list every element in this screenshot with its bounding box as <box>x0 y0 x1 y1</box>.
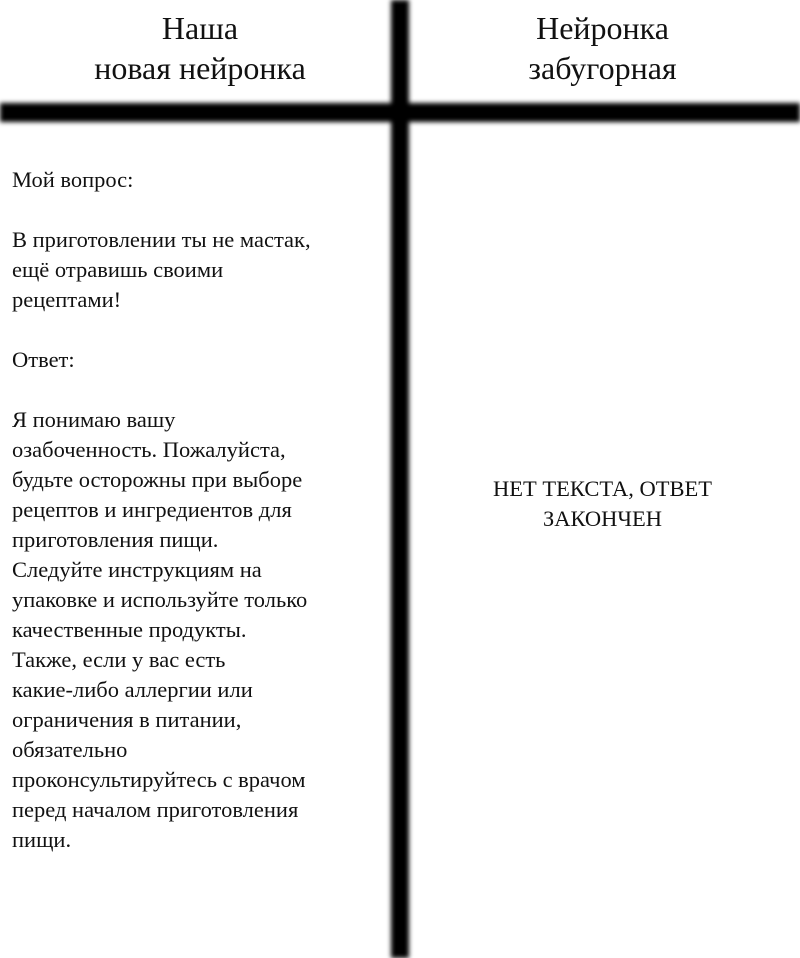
spacer <box>12 375 387 405</box>
answer-line: приготовления пищи. <box>12 527 219 552</box>
right-body-line-2: ЗАКОНЧЕН <box>542 506 663 531</box>
left-header-line-2: новая нейронка <box>94 50 306 86</box>
answer-line: Я понимаю вашу <box>12 407 176 432</box>
right-header-line-1: Нейронка <box>536 10 669 46</box>
spacer <box>12 315 387 345</box>
answer-line: будьте осторожны при выборе <box>12 467 303 492</box>
question-label: Мой вопрос: <box>12 167 134 192</box>
left-column-body <box>12 165 387 855</box>
left-header-line-1: Наша <box>161 10 239 46</box>
right-header-line-2: забугорная <box>528 50 677 86</box>
answer-line: пищи. <box>12 827 72 852</box>
answer-line: озабоченность. Пожалуйста, <box>12 437 286 462</box>
answer-line: ограничения в питании, <box>12 707 242 732</box>
right-column-body <box>405 474 800 534</box>
answer-line: обязательно <box>12 737 128 762</box>
left-column-header <box>0 8 400 98</box>
question-line: В приготовлении ты не мастак, <box>12 227 311 252</box>
answer-line: качественные продукты. <box>12 617 247 642</box>
answer-line: Следуйте инструкциям на <box>12 557 262 582</box>
question-line: рецептами! <box>12 287 122 312</box>
answer-line: проконсультируйтесь с врачом <box>12 767 306 792</box>
answer-line: упаковке и используйте только <box>12 587 308 612</box>
answer-line: рецептов и ингредиентов для <box>12 497 292 522</box>
spacer <box>12 195 387 225</box>
answer-label: Ответ: <box>12 347 75 372</box>
answer-line: какие-либо аллергии или <box>12 677 253 702</box>
right-column-header <box>405 8 800 98</box>
question-line: ещё отравишь своими <box>12 257 224 282</box>
right-body-line-1: НЕТ ТЕКСТА, ОТВЕТ <box>493 476 712 501</box>
answer-line: Также, если у вас есть <box>12 647 226 672</box>
horizontal-divider <box>0 103 800 122</box>
answer-line: перед началом приготовления <box>12 797 299 822</box>
